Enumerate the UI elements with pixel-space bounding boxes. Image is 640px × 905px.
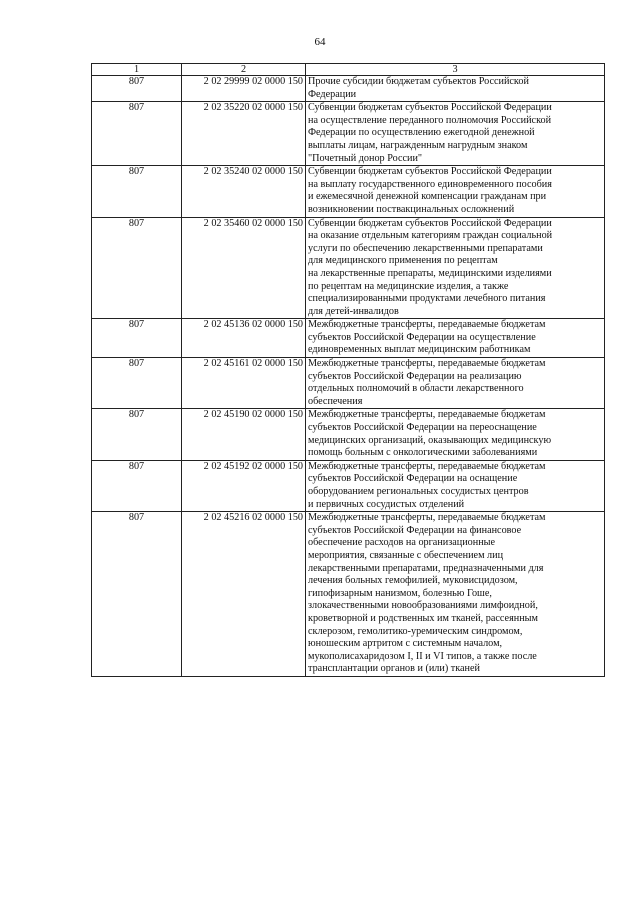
ministry-code-cell: 807 — [92, 460, 182, 511]
page-number: 64 — [314, 36, 326, 48]
revenue-name-cell: Прочие субсидии бюджетам субъектов Российской Федерации — [306, 76, 605, 102]
table-row — [92, 409, 605, 460]
ministry-code-cell: 807 — [92, 217, 182, 319]
budget-code-cell: 2 02 35240 02 0000 150 — [182, 166, 306, 217]
revenue-name-cell: Субвенции бюджетам субъектов Российской Федерации на оказание отдельным категориям граждан социальной услуги по обеспечению лекарственными препаратами для медицинского применения по рецептам на лекарственные препараты, медицинскими изделиями по рецептам на медицинские изделия, а также специализированными продуктами лечебного питания для детей-инвалидов — [306, 217, 605, 319]
revenue-name-cell: Межбюджетные трансферты, передаваемые бюджетам субъектов Российской Федерации на реализацию отдельных полномочий в области лекарственного обеспечения — [306, 358, 605, 409]
table-row — [92, 358, 605, 409]
revenue-name-cell: Межбюджетные трансферты, передаваемые бюджетам субъектов Российской Федерации на осуществление единовременных выплат медицинским работникам — [306, 319, 605, 358]
column-header-3: 3 — [306, 64, 605, 76]
table-row — [92, 319, 605, 358]
table-row — [92, 102, 605, 166]
budget-code-cell: 2 02 45161 02 0000 150 — [182, 358, 306, 409]
revenue-name-cell: Межбюджетные трансферты, передаваемые бюджетам субъектов Российской Федерации на финансовое обеспечение расходов на организационные мероприятия, связанные с обеспечением лиц лекарственными препаратами, предназначенными для лечения больных гемофилией, муковисцидозом, гипофизарным нанизмом, болезнью Гоше, злокачественными новообразованиями лимфоидной, кроветворной и родственных им тканей, рассеянным склерозом, гемолитико-уремическим синдромом, юношеским артритом с системным началом, мукополисахаридозом I, II и VI типов, а также после трансплантации органов и (или) тканей — [306, 512, 605, 677]
budget-code-cell: 2 02 45192 02 0000 150 — [182, 460, 306, 511]
table-row — [92, 460, 605, 511]
budget-code-cell: 2 02 29999 02 0000 150 — [182, 76, 306, 102]
ministry-code-cell: 807 — [92, 76, 182, 102]
table-row — [92, 217, 605, 319]
budget-revenue-table — [91, 63, 605, 677]
budget-code-cell: 2 02 35220 02 0000 150 — [182, 102, 306, 166]
ministry-code-cell: 807 — [92, 409, 182, 460]
table-row — [92, 166, 605, 217]
revenue-name-cell: Межбюджетные трансферты, передаваемые бюджетам субъектов Российской Федерации на переоснащение медицинских организаций, оказывающих медицинскую помощь больным с онкологическими заболеваниями — [306, 409, 605, 460]
budget-code-cell: 2 02 45190 02 0000 150 — [182, 409, 306, 460]
table-row — [92, 76, 605, 102]
revenue-name-cell: Межбюджетные трансферты, передаваемые бюджетам субъектов Российской Федерации на оснащение оборудованием региональных сосудистых центров и первичных сосудистых отделений — [306, 460, 605, 511]
column-header-2: 2 — [182, 64, 306, 76]
budget-code-cell: 2 02 45136 02 0000 150 — [182, 319, 306, 358]
budget-code-cell: 2 02 35460 02 0000 150 — [182, 217, 306, 319]
ministry-code-cell: 807 — [92, 166, 182, 217]
table-body — [92, 76, 605, 677]
revenue-name-cell: Субвенции бюджетам субъектов Российской Федерации на выплату государственного единовременного пособия и ежемесячной денежной компенсации гражданам при возникновении поствакцинальных осложнений — [306, 166, 605, 217]
ministry-code-cell: 807 — [92, 358, 182, 409]
column-header-1: 1 — [92, 64, 182, 76]
ministry-code-cell: 807 — [92, 319, 182, 358]
table-header-row — [92, 64, 605, 76]
table-row — [92, 512, 605, 677]
revenue-name-cell: Субвенции бюджетам субъектов Российской Федерации на осуществление переданного полномочия Российской Федерации по осуществлению ежегодной денежной выплаты лицам, награжденным нагрудным знаком "Почетный донор России" — [306, 102, 605, 166]
ministry-code-cell: 807 — [92, 512, 182, 677]
ministry-code-cell: 807 — [92, 102, 182, 166]
budget-code-cell: 2 02 45216 02 0000 150 — [182, 512, 306, 677]
